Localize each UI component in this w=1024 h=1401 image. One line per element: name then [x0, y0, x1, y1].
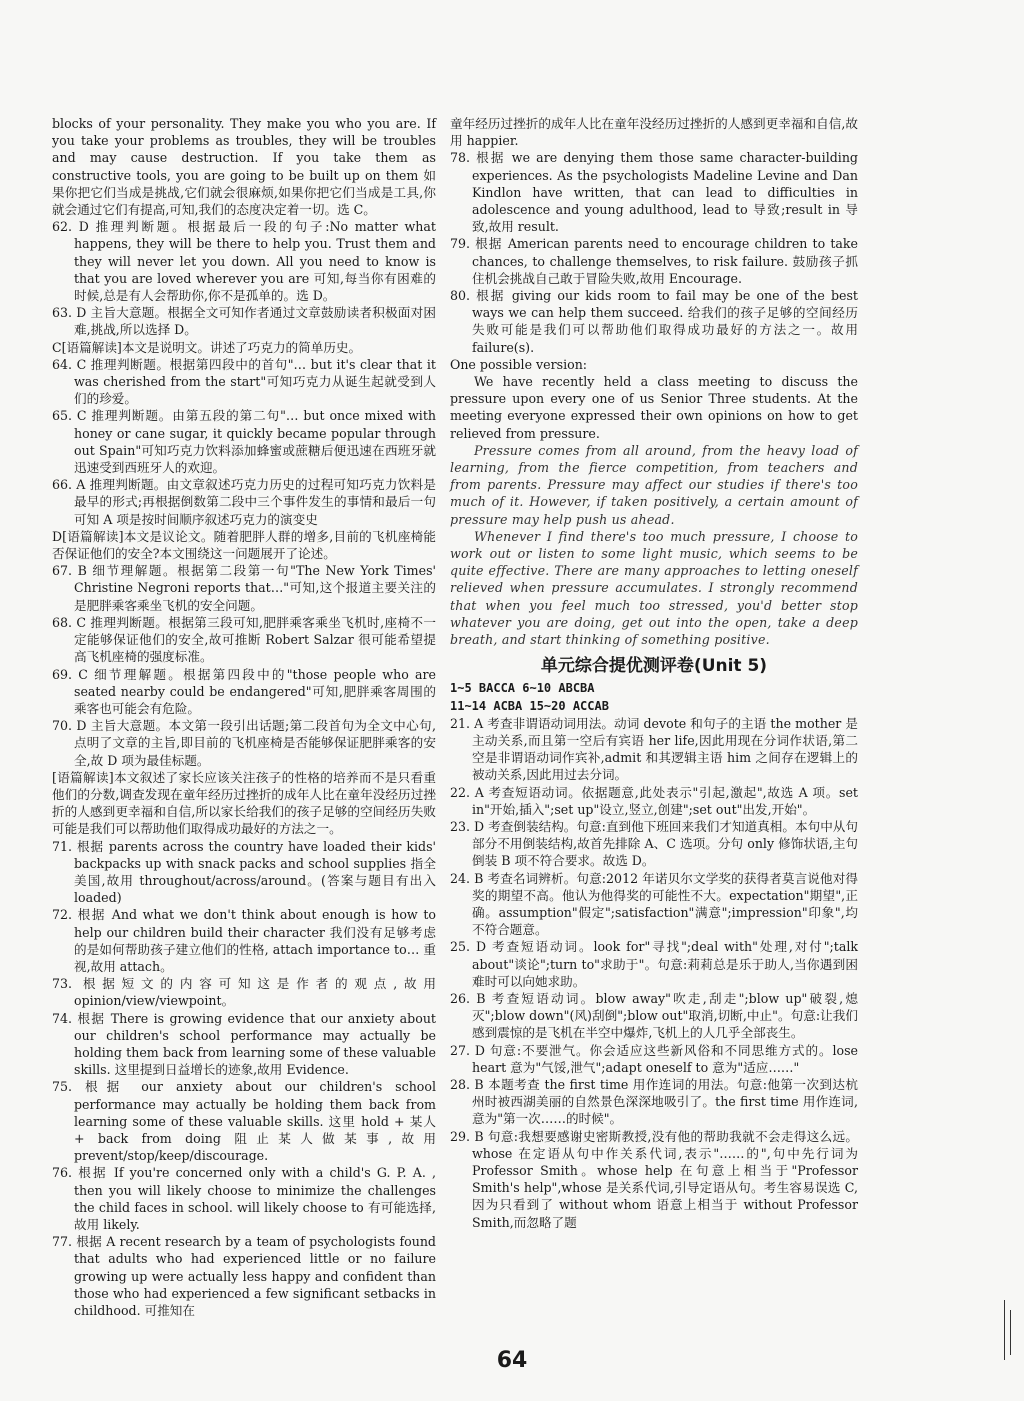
answer-row-1: 1~5 BACCA 6~10 ABCBA — [450, 681, 595, 696]
paragraph: blocks of your personality. They make you who you are. If you take your problems as troubles, they will be troubles and may cause destruction. If you take them as constructive tools, you are going to be built up on them 如果你把它们当成是挑战,它们就会很麻烦,如果你把它们当成是工具,你就会通过它们有提高,可知,我们的态度决定着一切。选 C。 — [52, 116, 436, 218]
answer-explanations — [450, 715, 858, 1231]
paragraph: 72. 根据 And what we don't think about enough is how to help our children build their character 我们没有足够考虑的是如何帮助孩子建立他们的性格, attach importance to… 重视,故用 attach。 — [52, 907, 436, 974]
paragraph: 24. B 考查名词辨析。句意:2012 年诺贝尔文学奖的获得者莫言说他对得奖的期望不高。他认为他得奖的可能性不大。expectation"期望",正确。assumption"假定";satisfaction"满意";impression"印象",均不符合题意。 — [450, 870, 858, 938]
paragraph: 童年经历过挫折的成年人比在童年没经历过挫折的人感到更幸福和自信,故用 happier. — [450, 116, 858, 149]
paragraph: 28. B 本题考查 the first time 用作连词的用法。句意:他第一次到达杭州时被西湖美丽的自然景色深深地吸引了。the first time 用作连词,意为"第一次……的时候"。 — [450, 1076, 858, 1127]
page-number: 64 — [496, 1348, 528, 1373]
paragraph: 73. 根据短文的内容可知这是作者的观点,故用 opinion/view/viewpoint。 — [52, 976, 436, 1009]
paragraph: 65. C 推理判断题。由第五段的第二句"… but once mixed with honey or cane sugar, it quickly became popular through out Spain"可知巧克力饮料添加蜂蜜或蔗糖后便迅速在西班牙就迅速受到西班牙人的欢迎。 — [52, 408, 436, 476]
paragraph: 68. C 推理判断题。根据第三段可知,肥胖乘客乘坐飞机时,座椅不一定能够保证他们的安全,故可推断 Robert Salzar 很可能希望提高飞机座椅的强度标准。 — [52, 614, 436, 665]
paragraph: 27. D 句意:不要泄气。你会适应这些新风俗和不同思维方式的。lose heart 意为"气馁,泄气";adapt oneself to 意为"适应……" — [450, 1042, 858, 1075]
paragraph: 22. A 考查短语动词。依据题意,此处表示"引起,激起",故选 A 项。set in"开始,插入";set up"设立,竖立,创建";set out"出发,开始"。 — [450, 784, 858, 817]
answer-row-2: 11~14 ACBA 15~20 ACCAB — [450, 698, 609, 713]
paragraph: 62. D 推理判断题。根据最后一段的句子:No matter what happens, they will be there to help you. Trust them and they will never let you down. All you need to know is that you are loved wherever you are 可知,每当你有困难的时候,总是有人会帮助你,你不是孤单的。选 D。 — [52, 219, 436, 304]
paragraph: 71. 根据 parents across the country have loaded their kids' backpacks up with snack packs and school supplies 指全美国,故用 throughout/across/around。(答案与题目有出入 loaded) — [52, 838, 436, 906]
paragraph: One possible version: — [450, 356, 588, 372]
paragraph: We have recently held a class meeting to discuss the pressure upon every one of us Senior Three students. At the meeting everyone expressed their own opinions on how to get relieved from pressure. — [450, 374, 858, 441]
right-column — [450, 115, 858, 1231]
scan-edge-line — [1010, 1310, 1011, 1355]
paragraph: 29. B 句意:我想要感谢史密斯教授,没有他的帮助我就不会走得这么远。whose 在定语从句中作关系代词,表示"……的",句中先行词为 Professor Smith。whose help 在句意上相当于"Professor Smith's help",whose 是关系代词,引导定语从句。考生容易误选 C,因为只看到了 without whom 语意上相当于 without Professor Smith,而忽略了题 — [450, 1128, 859, 1230]
paragraph: 80. 根据 giving our kids room to fail may be one of the best ways we can help them succeed. 给我们的孩子足够的空间经历失败可能是我们可以帮助他们取得成功最好的方法之一。故用 failure(s). — [450, 288, 858, 355]
paragraph: 76. 根据 If you're concerned only with a child's G. P. A. , then you will likely choose to minimize the challenges the child faces in school. will likely choose to 有可能选择,故用 likely. — [52, 1165, 436, 1232]
paragraph: D[语篇解读]本文是议论文。随着肥胖人群的增多,目前的飞机座椅能否保证他们的安全?本文围绕这一问题展开了论述。 — [52, 528, 436, 562]
left-column — [52, 115, 436, 1319]
paragraph: Whenever I find there's too much pressure, I choose to work out or listen to some light music, which seems to be quite effective. There are many approaches to letting oneself relieved when pressure accumulates. I strongly recommend that when you feel much too stressed, you'd better stop whatever you are doing, get out into the open, take a deep breath, and start thinking of something positive. — [450, 528, 858, 648]
paragraph: 26. B 考查短语动词。blow away"吹走,刮走";blow up"破裂,熄灭";blow down"(风)刮倒";blow out"取消,切断,中止"。句意:让我们感到震惊的是飞机在半空中爆炸,飞机上的人几乎全部丧生。 — [450, 990, 858, 1041]
paragraph: 77. 根据 A recent research by a team of psychologists found that adults who had experienced little or no failure growing up were actually less happy and confident than those who had experienced a few significant setbacks in childhood. 可推知在 — [52, 1234, 436, 1319]
paragraph: 23. D 考查倒装结构。句意:直到他下班回来我们才知道真相。本句中从句部分不用倒装结构,故首先排除 A、C 选项。分句 only 修饰状语,主句倒装 B 项不符合要求。故选 D。 — [450, 818, 858, 869]
paragraph: 63. D 主旨大意题。根据全文可知作者通过文章鼓励读者积极面对困难,挑战,所以选择 D。 — [52, 305, 436, 338]
paragraph: 69. C 细节理解题。根据第四段中的"those people who are seated nearby could be endangered"可知,肥胖乘客周围的乘客也可能会有危险。 — [52, 666, 436, 716]
paragraph: 70. D 主旨大意题。本文第一段引出话题;第二段首句为全文中心句,点明了文章的主旨,即目前的飞机座椅是否能够保证肥胖乘客的安全,故 D 项为最佳标题。 — [52, 718, 436, 768]
paragraph: 67. B 细节理解题。根据第二段第一句"The New York Times' Christine Negroni reports that…"可知,这个报道主要关注的是肥胖乘客乘坐飞机的安全问题。 — [52, 563, 436, 613]
paragraph: 79. 根据 American parents need to encourage children to take chances, to challenge themselves, to risk failure. 鼓励孩子抓住机会挑战自己敢于冒险失败,故用 Encourage. — [450, 236, 858, 286]
scan-edge-line — [1004, 1300, 1005, 1360]
paragraph: 75. 根据 our anxiety about our children's school performance may actually be holding them back from learning some of these valuable skills. 这里 hold + 某人 + back from doing 阻止某人做某事,故用 prevent/stop/keep/discourage. — [52, 1079, 436, 1164]
answer-list-continued — [450, 115, 858, 648]
section-title: 单元综合提优测评卷(Unit 5) — [540, 656, 768, 677]
paragraph: 25. D 考查短语动词。look for"寻找";deal with"处理,对付";talk about"谈论";turn to"求助于"。句意:莉莉总是乐于助人,当你遇到困难时可以向她求助。 — [450, 939, 858, 989]
paragraph: [语篇解读]本文叙述了家长应该关注孩子的性格的培养而不是只看重他们的分数,调查发现在童年经历过挫折的成年人比在童年没经历过挫折的人感到更幸福和自信,所以家长给我们的孩子足够的空间经历失败可能是我们可以帮助他们取得成功最好的方法之一。 — [52, 769, 436, 837]
paragraph: Pressure comes from all around, from the heavy load of learning, from the fierce competition, from teachers and from parents. Pressure may affect our studies if there's too much of it. However, if taken positively, a certain amount of pressure may help push us ahead. — [450, 442, 858, 527]
paragraph: 21. A 考查非谓语动词用法。动词 devote 和句子的主语 the mother 是主动关系,而且第一空后有宾语 her life,因此用现在分词作状语,第二空是非谓语动词作宾补,admit 和其逻辑主语 him 之间存在逻辑上的被动关系,因此用过去分词。 — [450, 715, 858, 783]
paragraph: C[语篇解读]本文是说明文。讲述了巧克力的简单历史。 — [52, 339, 362, 355]
paragraph: 66. A 推理判断题。由文章叙述巧克力历史的过程可知巧克力饮料是最早的形式;再根据倒数第二段中三个事件发生的事情和最后一句可知 A 项是按时间顺序叙述巧克力的演变史 — [52, 477, 436, 527]
paragraph: 64. C 推理判断题。根据第四段中的首句"… but it's clear that it was cherished from the start"可知巧克力从诞生起就受到人们的珍爱。 — [52, 356, 436, 407]
paragraph: 78. 根据 we are denying them those same character-building experiences. As the psychologists Madeline Levine and Dan Kindlon have written, that can lead to difficulties in adolescence and young adulthood, lead to 导致;result in 导致,故用 result. — [450, 150, 858, 235]
paragraph: 74. 根据 There is growing evidence that our anxiety about our children's school performance may actually be holding them back from learning some of these valuable skills. 这里提到日益增长的迹象,故用 Evidence. — [52, 1010, 436, 1078]
